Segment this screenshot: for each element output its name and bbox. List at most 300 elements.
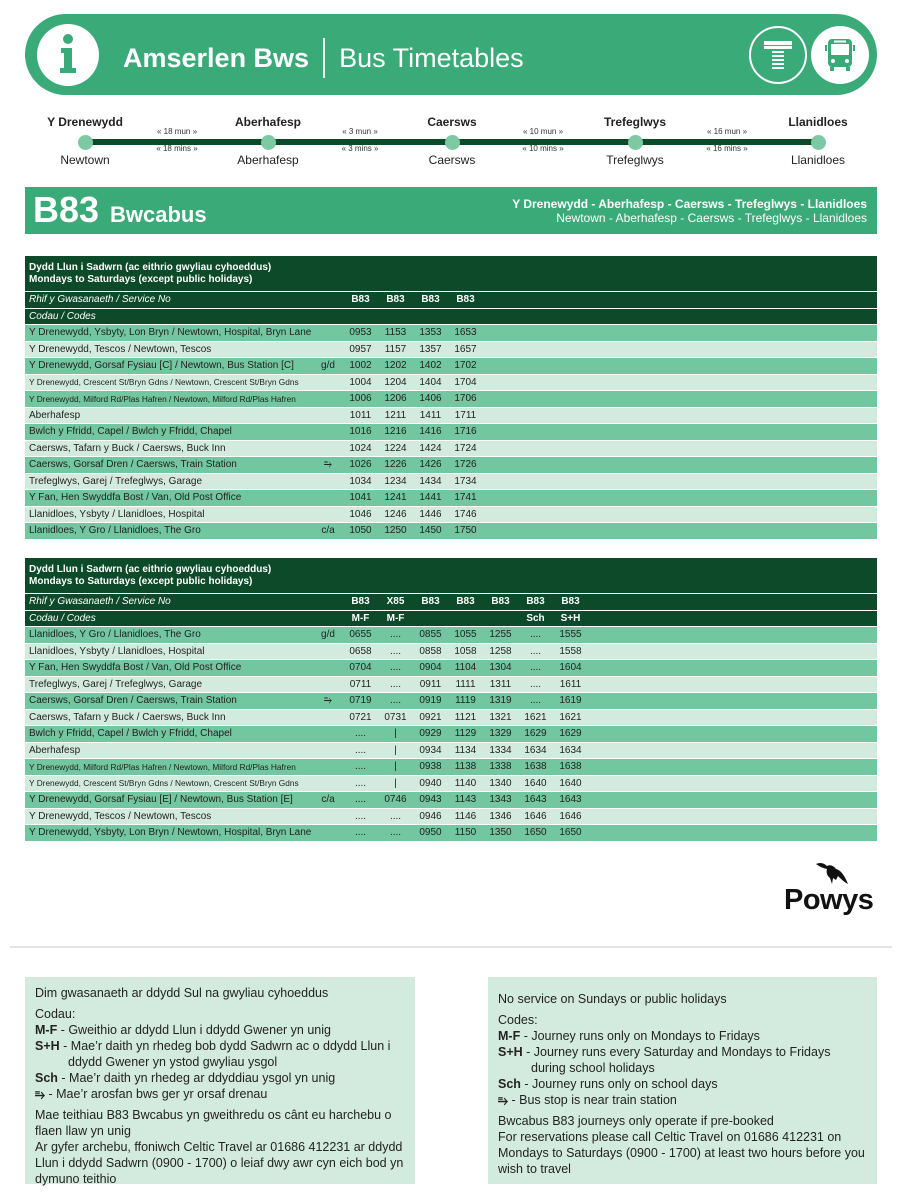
stop-name-welsh: Llanidloes bbox=[788, 115, 848, 129]
departure-time: 1346 bbox=[489, 810, 512, 822]
departure-time: 1734 bbox=[454, 475, 477, 487]
duration-english: « 16 mins » bbox=[706, 144, 748, 153]
duration-english: « 3 mins » bbox=[341, 144, 379, 153]
service-number: B83 bbox=[386, 294, 405, 306]
stop-name: Bwlch y Ffridd, Capel / Bwlch y Ffridd, Chapel bbox=[29, 426, 232, 438]
departure-time: 1046 bbox=[349, 508, 372, 520]
departure-time: .... bbox=[529, 678, 542, 690]
stop-name: Y Drenewydd, Ysbyty, Lon Bryn / Newtown, Hospital, Bryn Lane bbox=[29, 327, 312, 339]
stop-name: Llanidloes, Ysbyty / Llanidloes, Hospital bbox=[29, 645, 205, 657]
departure-time: .... bbox=[354, 794, 367, 806]
code-key: S+H bbox=[35, 1039, 60, 1053]
stop-code: ⥱ bbox=[324, 695, 332, 707]
departure-time: 1206 bbox=[384, 393, 407, 405]
departure-time: 1258 bbox=[489, 645, 512, 657]
departure-time: 1741 bbox=[454, 492, 477, 504]
departure-time: 1650 bbox=[559, 827, 582, 839]
departure-time: 1640 bbox=[559, 777, 582, 789]
departure-time: 1441 bbox=[419, 492, 442, 504]
departure-time: 1216 bbox=[384, 426, 407, 438]
stop-name-welsh: Trefeglwys bbox=[603, 115, 667, 129]
departure-time: 1426 bbox=[419, 459, 442, 471]
service-number-row bbox=[25, 593, 877, 610]
table-row bbox=[25, 374, 877, 391]
stop-name: Y Drenewydd, Tescos / Newtown, Tescos bbox=[29, 810, 212, 822]
stop-name: Llanidloes, Ysbyty / Llanidloes, Hospital bbox=[29, 508, 205, 520]
route-number: B83 bbox=[33, 189, 100, 230]
departure-time: 1140 bbox=[454, 777, 477, 789]
departure-time: 0938 bbox=[419, 761, 442, 773]
departure-time: 1353 bbox=[419, 327, 442, 339]
departure-time: 1255 bbox=[489, 629, 512, 641]
notes-heading: No service on Sundays or public holidays bbox=[498, 992, 727, 1006]
departure-time: 1746 bbox=[454, 508, 477, 520]
stop-code: g/d bbox=[321, 629, 335, 641]
departure-time: 1604 bbox=[559, 662, 582, 674]
stop-name-english: Newtown bbox=[60, 153, 110, 167]
code-legend-item bbox=[35, 1086, 405, 1102]
notes-heading: Dim gwasanaeth ar ddydd Sul na gwyliau cyhoeddus bbox=[35, 986, 329, 1000]
departure-time: 1643 bbox=[559, 794, 582, 806]
duration-welsh: « 16 mun » bbox=[706, 127, 748, 136]
departure-time: 1224 bbox=[384, 442, 407, 454]
departure-time: 1450 bbox=[419, 525, 442, 537]
departure-time: 0746 bbox=[384, 794, 407, 806]
departure-time: 1634 bbox=[524, 744, 547, 756]
table-row bbox=[25, 440, 877, 457]
departure-time: 1058 bbox=[454, 645, 477, 657]
departure-time: 0711 bbox=[349, 678, 372, 690]
departure-time: 1711 bbox=[454, 409, 477, 421]
info-icon bbox=[37, 24, 99, 86]
code-desc: - Gweithio ar ddydd Llun i ddydd Gwener yn unig bbox=[57, 1023, 331, 1037]
service-number: B83 bbox=[561, 596, 580, 608]
code-desc: - Bus stop is near train station bbox=[508, 1093, 677, 1107]
route-stops-english: Newtown - Aberhafesp - Caersws - Trefeglwys - Llanidloes bbox=[556, 211, 867, 225]
powys-logo bbox=[782, 858, 882, 920]
departure-time: 1716 bbox=[454, 426, 477, 438]
departure-time: 0704 bbox=[349, 662, 372, 674]
stop-dot bbox=[811, 135, 826, 150]
departure-time: 1050 bbox=[349, 525, 372, 537]
duration-english: « 18 mins » bbox=[156, 144, 198, 153]
stop-name: Y Drenewydd, Tescos / Newtown, Tescos bbox=[29, 343, 212, 355]
departure-time: 0934 bbox=[419, 744, 442, 756]
departure-time: 1111 bbox=[455, 678, 476, 690]
table-row bbox=[25, 357, 877, 374]
service-number: B83 bbox=[456, 294, 475, 306]
code-desc: - Mae’r arosfan bws ger yr orsaf drenau bbox=[45, 1087, 268, 1101]
service-number: B83 bbox=[526, 596, 545, 608]
stop-name-english: Aberhafesp bbox=[237, 153, 299, 167]
service-number: B83 bbox=[491, 596, 510, 608]
departure-time: 1143 bbox=[454, 794, 477, 806]
stop-name: Caersws, Tafarn y Buck / Caersws, Buck Inn bbox=[29, 711, 226, 723]
service-number: B83 bbox=[421, 294, 440, 306]
service-label: Rhif y Gwasanaeth / Service No bbox=[29, 294, 171, 306]
stop-name-welsh: Caersws bbox=[427, 115, 477, 129]
departure-time: 0719 bbox=[349, 695, 372, 707]
departure-time: 0946 bbox=[419, 810, 442, 822]
departure-time: 1157 bbox=[384, 343, 407, 355]
table-row bbox=[25, 742, 877, 759]
departure-time: | bbox=[394, 777, 397, 789]
booking-note: Bwcabus B83 journeys only operate if pre-booked bbox=[498, 1114, 774, 1128]
code-legend-item bbox=[498, 1044, 867, 1076]
departure-time: 1629 bbox=[524, 728, 547, 740]
table-row bbox=[25, 423, 877, 440]
journey-code: M-F bbox=[351, 612, 370, 624]
departure-time: 0943 bbox=[419, 794, 442, 806]
bus-icon bbox=[811, 26, 869, 84]
departure-time: .... bbox=[354, 827, 367, 839]
logo-text: Powys bbox=[784, 884, 874, 916]
route-diagram bbox=[30, 115, 880, 170]
train-station-icon: ⥱ bbox=[35, 1087, 46, 1101]
table-row bbox=[25, 758, 877, 775]
service-number-row bbox=[25, 291, 877, 308]
departure-time: .... bbox=[529, 662, 542, 674]
departure-time: 0904 bbox=[419, 662, 442, 674]
departure-time: 1121 bbox=[454, 711, 477, 723]
departure-time: 0953 bbox=[349, 327, 372, 339]
departure-time: .... bbox=[529, 645, 542, 657]
departure-time: 1416 bbox=[419, 426, 442, 438]
departure-time: .... bbox=[389, 645, 402, 657]
service-label: Rhif y Gwasanaeth / Service No bbox=[29, 596, 171, 608]
departure-time: 1153 bbox=[384, 327, 407, 339]
departure-time: .... bbox=[389, 810, 402, 822]
stop-name: Y Fan, Hen Swyddfa Bost / Van, Old Post Office bbox=[29, 662, 242, 674]
departure-time: 1657 bbox=[454, 343, 477, 355]
departure-time: 1024 bbox=[349, 442, 372, 454]
route-stops-summary bbox=[512, 197, 867, 225]
table-row bbox=[25, 522, 877, 539]
code-desc: - Journey runs only on Mondays to Fridays bbox=[520, 1029, 760, 1043]
departure-time: .... bbox=[529, 695, 542, 707]
departure-time: 1402 bbox=[419, 360, 442, 372]
code-key: S+H bbox=[498, 1045, 523, 1059]
table-row bbox=[25, 506, 877, 523]
table-row bbox=[25, 659, 877, 676]
service-number: X85 bbox=[386, 596, 405, 608]
departure-time: 0950 bbox=[419, 827, 442, 839]
departure-time: 0929 bbox=[419, 728, 442, 740]
departure-time: 0921 bbox=[419, 711, 442, 723]
bus-stop-icon bbox=[749, 26, 807, 84]
train-station-icon: ⥱ bbox=[498, 1093, 509, 1107]
service-number: B83 bbox=[351, 596, 370, 608]
departure-time: 1150 bbox=[454, 827, 477, 839]
departure-time: 1629 bbox=[559, 728, 582, 740]
stop-code: g/d bbox=[321, 360, 335, 372]
code-desc: - Journey runs every Saturday and Mondays to Fridays during school holidays bbox=[522, 1045, 831, 1075]
code-legend-item bbox=[35, 1038, 405, 1070]
departure-time: .... bbox=[389, 695, 402, 707]
departure-time: .... bbox=[389, 678, 402, 690]
stop-name: Y Drenewydd, Milford Rd/Plas Hafren / Newtown, Milford Rd/Plas Hafren bbox=[29, 761, 296, 772]
departure-time: 1650 bbox=[524, 827, 547, 839]
stop-name: Trefeglwys, Garej / Trefeglwys, Garage bbox=[29, 475, 203, 487]
departure-time: 1241 bbox=[384, 492, 407, 504]
departure-time: 1055 bbox=[454, 629, 477, 641]
code-legend-item bbox=[498, 1092, 867, 1108]
timetable-llanidloes-to-newtown bbox=[25, 558, 877, 841]
stop-name: Aberhafesp bbox=[29, 409, 81, 421]
table-row bbox=[25, 643, 877, 660]
stop-name: Y Drenewydd, Ysbyty, Lon Bryn / Newtown, Hospital, Bryn Lane bbox=[29, 827, 312, 839]
departure-time: 0731 bbox=[384, 711, 407, 723]
departure-time: 1424 bbox=[419, 442, 442, 454]
code-key: M-F bbox=[498, 1029, 521, 1043]
journey-code: Sch bbox=[526, 612, 545, 624]
service-number: B83 bbox=[421, 596, 440, 608]
code-legend-item bbox=[35, 1070, 405, 1086]
stop-name: Y Drenewydd, Milford Rd/Plas Hafren / Newtown, Milford Rd/Plas Hafren bbox=[29, 393, 296, 404]
departure-time: 0655 bbox=[349, 629, 372, 641]
departure-time: 1134 bbox=[454, 744, 477, 756]
stop-name: Caersws, Gorsaf Dren / Caersws, Train Station bbox=[29, 695, 237, 707]
departure-time: 0919 bbox=[419, 695, 442, 707]
stop-name: Y Drenewydd, Crescent St/Bryn Gdns / Newtown, Crescent St/Bryn Gdns bbox=[29, 377, 299, 388]
table-row bbox=[25, 626, 877, 643]
codes-label: Codau: bbox=[35, 1007, 76, 1021]
table-row bbox=[25, 775, 877, 792]
departure-time: 1138 bbox=[454, 761, 477, 773]
stop-name: Trefeglwys, Garej / Trefeglwys, Garage bbox=[29, 678, 203, 690]
table-row bbox=[25, 390, 877, 407]
departure-time: 1002 bbox=[349, 360, 372, 372]
journey-code: S+H bbox=[560, 612, 581, 624]
day-label-english: Mondays to Saturdays (except public holidays) bbox=[29, 576, 253, 587]
departure-time: 1026 bbox=[349, 459, 372, 471]
departure-time: 1646 bbox=[524, 810, 547, 822]
departure-time: 1726 bbox=[454, 459, 477, 471]
table-row bbox=[25, 324, 877, 341]
departure-time: 1311 bbox=[489, 678, 512, 690]
departure-time: 1129 bbox=[454, 728, 477, 740]
departure-time: 1319 bbox=[489, 695, 512, 707]
departure-time: 1621 bbox=[559, 711, 582, 723]
stop-dot bbox=[628, 135, 643, 150]
departure-time: 1226 bbox=[384, 459, 407, 471]
stop-code: c/a bbox=[321, 525, 335, 537]
codes-row bbox=[25, 308, 877, 325]
table-row bbox=[25, 824, 877, 841]
departure-time: 1034 bbox=[349, 475, 372, 487]
departure-time: 1750 bbox=[454, 525, 477, 537]
notes-english bbox=[488, 977, 877, 1184]
departure-time: 0957 bbox=[349, 343, 372, 355]
table-row bbox=[25, 407, 877, 424]
departure-time: 1446 bbox=[419, 508, 442, 520]
departure-time: 1250 bbox=[384, 525, 407, 537]
departure-time: 1653 bbox=[454, 327, 477, 339]
code-key: M-F bbox=[35, 1023, 58, 1037]
table-row bbox=[25, 456, 877, 473]
departure-time: 1555 bbox=[559, 629, 582, 641]
departure-time: .... bbox=[389, 662, 402, 674]
stop-code: c/a bbox=[321, 794, 335, 806]
stop-name: Aberhafesp bbox=[29, 744, 81, 756]
departure-time: 1704 bbox=[454, 376, 477, 388]
timetable-day-header bbox=[25, 558, 877, 593]
duration-welsh: « 18 mun » bbox=[156, 127, 198, 136]
departure-time: 1304 bbox=[489, 662, 512, 674]
duration-welsh: « 10 mun » bbox=[522, 127, 564, 136]
departure-time: 1234 bbox=[384, 475, 407, 487]
departure-time: 1706 bbox=[454, 393, 477, 405]
code-key: Sch bbox=[35, 1071, 58, 1085]
stop-name: Caersws, Gorsaf Dren / Caersws, Train Station bbox=[29, 459, 237, 471]
table-row bbox=[25, 692, 877, 709]
departure-time: 1343 bbox=[489, 794, 512, 806]
departure-time: 0858 bbox=[419, 645, 442, 657]
stop-name-english: Caersws bbox=[428, 153, 476, 167]
departure-time: | bbox=[394, 744, 397, 756]
departure-time: .... bbox=[389, 827, 402, 839]
departure-time: 1204 bbox=[384, 376, 407, 388]
departure-time: 1404 bbox=[419, 376, 442, 388]
departure-time: 1724 bbox=[454, 442, 477, 454]
departure-time: 0911 bbox=[419, 678, 442, 690]
departure-time: 1643 bbox=[524, 794, 547, 806]
code-desc: - Mae’r daith yn rhedeg bob dydd Sadwrn ac o ddydd Llun i ddydd Gwener yn ystod gwyliau ysgol bbox=[59, 1039, 391, 1069]
table-row bbox=[25, 709, 877, 726]
departure-time: .... bbox=[354, 810, 367, 822]
departure-time: .... bbox=[529, 629, 542, 641]
page-header bbox=[25, 14, 877, 95]
departure-time: 1619 bbox=[559, 695, 582, 707]
departure-time: 1638 bbox=[559, 761, 582, 773]
duration-english: « 10 mins » bbox=[522, 144, 564, 153]
timetable-day-header bbox=[25, 256, 877, 291]
departure-time: .... bbox=[354, 728, 367, 740]
table-row bbox=[25, 676, 877, 693]
departure-time: 0855 bbox=[419, 629, 442, 641]
stop-name: Bwlch y Ffridd, Capel / Bwlch y Ffridd, Chapel bbox=[29, 728, 232, 740]
service-number: B83 bbox=[456, 596, 475, 608]
code-desc: - Journey runs only on school days bbox=[520, 1077, 718, 1091]
table-row bbox=[25, 473, 877, 490]
departure-time: 1638 bbox=[524, 761, 547, 773]
stop-name-welsh: Y Drenewydd bbox=[47, 115, 123, 129]
stop-name-english: Trefeglwys bbox=[606, 153, 664, 167]
notes-welsh bbox=[25, 977, 415, 1184]
departure-time: 1338 bbox=[489, 761, 512, 773]
table-row bbox=[25, 808, 877, 825]
codes-row bbox=[25, 610, 877, 627]
departure-time: 0721 bbox=[349, 711, 372, 723]
departure-time: 1646 bbox=[559, 810, 582, 822]
departure-time: 1211 bbox=[384, 409, 407, 421]
code-desc: - Mae’r daith yn rhedeg ar ddyddiau ysgol yn unig bbox=[57, 1071, 336, 1085]
booking-note: Mae teithiau B83 Bwcabus yn gweithredu os cânt eu harchebu o flaen llaw yn unig bbox=[35, 1108, 392, 1138]
departure-time: 0940 bbox=[419, 777, 442, 789]
stop-dot bbox=[445, 135, 460, 150]
departure-time: 1640 bbox=[524, 777, 547, 789]
stop-name: Y Drenewydd, Gorsaf Fysiau [E] / Newtown, Bus Station [E] bbox=[29, 794, 293, 806]
booking-contact: For reservations please call Celtic Travel on 01686 412231 on Mondays to Saturdays (0900 - 1700) at least two hours before you wish to travel bbox=[498, 1130, 865, 1176]
stop-code: ⥱ bbox=[324, 459, 332, 471]
route-stops-welsh: Y Drenewydd - Aberhafesp - Caersws - Trefeglwys - Llanidloes bbox=[512, 197, 867, 211]
departure-time: 1104 bbox=[454, 662, 477, 674]
departure-time: 0658 bbox=[349, 645, 372, 657]
title-english: Bus Timetables bbox=[339, 42, 524, 73]
journey-code: M-F bbox=[386, 612, 405, 624]
booking-contact: Ar gyfer archebu, ffoniwch Celtic Travel ar 01686 412231 ar ddydd Llun i ddydd Sadwrn (0900 - 1700) o leiaf dwy awr cyn eich bod yn dymuno teithio bbox=[35, 1140, 404, 1186]
code-legend-item bbox=[498, 1028, 867, 1044]
stop-name-english: Llanidloes bbox=[790, 153, 846, 167]
page-title bbox=[123, 38, 524, 78]
stop-name-welsh: Aberhafesp bbox=[234, 115, 302, 129]
stop-name: Y Drenewydd, Gorsaf Fysiau [C] / Newtown, Bus Station [C] bbox=[29, 360, 294, 372]
day-label-welsh: Dydd Llun i Sadwrn (ac eithrio gwyliau cyhoeddus) bbox=[29, 262, 272, 273]
departure-time: 1246 bbox=[384, 508, 407, 520]
service-number: B83 bbox=[351, 294, 370, 306]
stop-dot bbox=[261, 135, 276, 150]
departure-time: 1411 bbox=[419, 409, 442, 421]
route-banner bbox=[25, 187, 877, 234]
departure-time: 1119 bbox=[455, 695, 476, 707]
departure-time: | bbox=[394, 728, 397, 740]
departure-time: 1004 bbox=[349, 376, 372, 388]
table-row bbox=[25, 791, 877, 808]
table-row bbox=[25, 341, 877, 358]
stop-dot bbox=[78, 135, 93, 150]
departure-time: 1016 bbox=[349, 426, 372, 438]
timetable-newtown-to-llanidloes bbox=[25, 256, 877, 539]
codes-label: Codau / Codes bbox=[29, 612, 96, 624]
departure-time: 1011 bbox=[349, 409, 372, 421]
table-row bbox=[25, 725, 877, 742]
departure-time: 1321 bbox=[489, 711, 512, 723]
departure-time: 1702 bbox=[454, 360, 477, 372]
stop-name: Llanidloes, Y Gro / Llanidloes, The Gro bbox=[29, 525, 201, 537]
route-name: Bwcabus bbox=[110, 202, 207, 227]
departure-time: 1357 bbox=[419, 343, 442, 355]
departure-time: .... bbox=[354, 777, 367, 789]
codes-label: Codau / Codes bbox=[29, 310, 96, 322]
departure-time: .... bbox=[354, 761, 367, 773]
stop-name: Y Drenewydd, Crescent St/Bryn Gdns / Newtown, Crescent St/Bryn Gdns bbox=[29, 778, 299, 789]
departure-time: .... bbox=[389, 629, 402, 641]
table-row bbox=[25, 489, 877, 506]
duration-welsh: « 3 mun » bbox=[342, 127, 378, 136]
departure-time: 1634 bbox=[559, 744, 582, 756]
title-divider bbox=[323, 38, 325, 78]
departure-time: 1202 bbox=[384, 360, 407, 372]
departure-time: 1434 bbox=[419, 475, 442, 487]
section-divider bbox=[10, 946, 892, 948]
departure-time: 1621 bbox=[524, 711, 547, 723]
stop-name: Llanidloes, Y Gro / Llanidloes, The Gro bbox=[29, 629, 201, 641]
code-legend-item bbox=[35, 1022, 405, 1038]
departure-time: 1334 bbox=[489, 744, 512, 756]
departure-time: 1340 bbox=[489, 777, 512, 789]
route-stop bbox=[748, 115, 888, 167]
stop-name: Y Fan, Hen Swyddfa Bost / Van, Old Post Office bbox=[29, 492, 242, 504]
codes-label: Codes: bbox=[498, 1013, 538, 1027]
departure-time: 1146 bbox=[454, 810, 477, 822]
departure-time: 1041 bbox=[349, 492, 372, 504]
departure-time: 1558 bbox=[559, 645, 582, 657]
title-welsh: Amserlen Bws bbox=[123, 42, 310, 73]
departure-time: .... bbox=[354, 744, 367, 756]
day-label-welsh: Dydd Llun i Sadwrn (ac eithrio gwyliau cyhoeddus) bbox=[29, 564, 272, 575]
code-key: Sch bbox=[498, 1077, 521, 1091]
departure-time: 1329 bbox=[489, 728, 512, 740]
